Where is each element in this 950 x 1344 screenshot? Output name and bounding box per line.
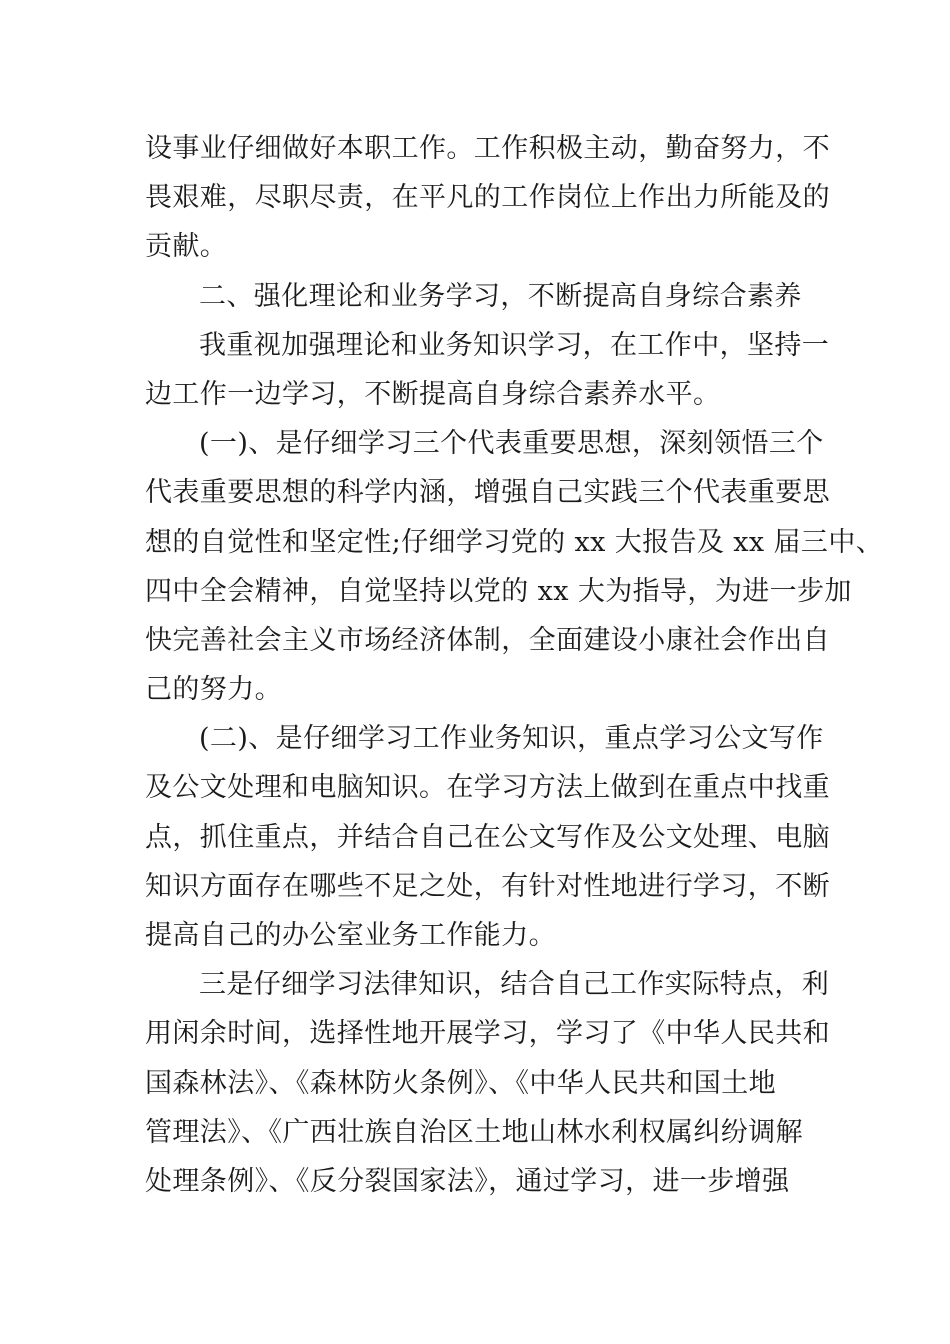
text-line: (一)、是仔细学习三个代表重要思想，深刻领悟三个 xyxy=(199,428,824,460)
document-body xyxy=(145,124,884,1206)
text-line: 及公文处理和电脑知识。在学习方法上做到在重点中找重 xyxy=(145,772,830,804)
text-line: 我重视加强理论和业务知识学习，在工作中，坚持一 xyxy=(199,329,830,361)
text-line: 设事业仔细做好本职工作。工作积极主动，勤奋努力，不 xyxy=(145,133,830,164)
section-heading: 二、强化理论和业务学习，不断提高自身综合素养 xyxy=(199,280,802,312)
text-line: 快完善社会主义市场经济体制，全面建设小康社会作出自 xyxy=(145,624,830,656)
text-line: 用闲余时间，选择性地开展学习，学习了《中华人民共和 xyxy=(145,1018,830,1050)
text-line: 代表重要思想的科学内涵，增强自己实践三个代表重要思 xyxy=(145,477,830,509)
text-line: 四中全会精神，自觉坚持以党的 xx 大为指导，为进一步加 xyxy=(145,575,852,607)
text-line: 边工作一边学习，不断提高自身综合素养水平。 xyxy=(145,378,721,410)
text-line: 知识方面存在哪些不足之处，有针对性地进行学习，不断 xyxy=(145,870,830,902)
text-line: 己的努力。 xyxy=(145,674,282,706)
text-line: 贡献。 xyxy=(145,231,228,263)
text-line: (二)、是仔细学习工作业务知识，重点学习公文写作 xyxy=(199,723,824,755)
text-line: 三是仔细学习法律知识，结合自己工作实际特点，利 xyxy=(199,969,830,1001)
text-line: 提高自己的办公室业务工作能力。 xyxy=(145,920,556,951)
text-line: 点，抓住重点，并结合自己在公文写作及公文处理、电脑 xyxy=(145,821,830,853)
text-line: 管理法》、《广西壮族自治区土地山林水利权属纠纷调解 xyxy=(145,1116,803,1148)
text-line: 处理条例》、《反分裂国家法》，通过学习，进一步增强 xyxy=(145,1165,790,1197)
text-line: 想的自觉性和坚定性;仔细学习党的 xx 大报告及 xx 届三中、 xyxy=(145,526,884,558)
text-line: 国森林法》、《森林防火条例》、《中华人民共和国土地 xyxy=(145,1067,776,1099)
text-line: 畏艰难，尽职尽责，在平凡的工作岗位上作出力所能及的 xyxy=(145,182,830,214)
